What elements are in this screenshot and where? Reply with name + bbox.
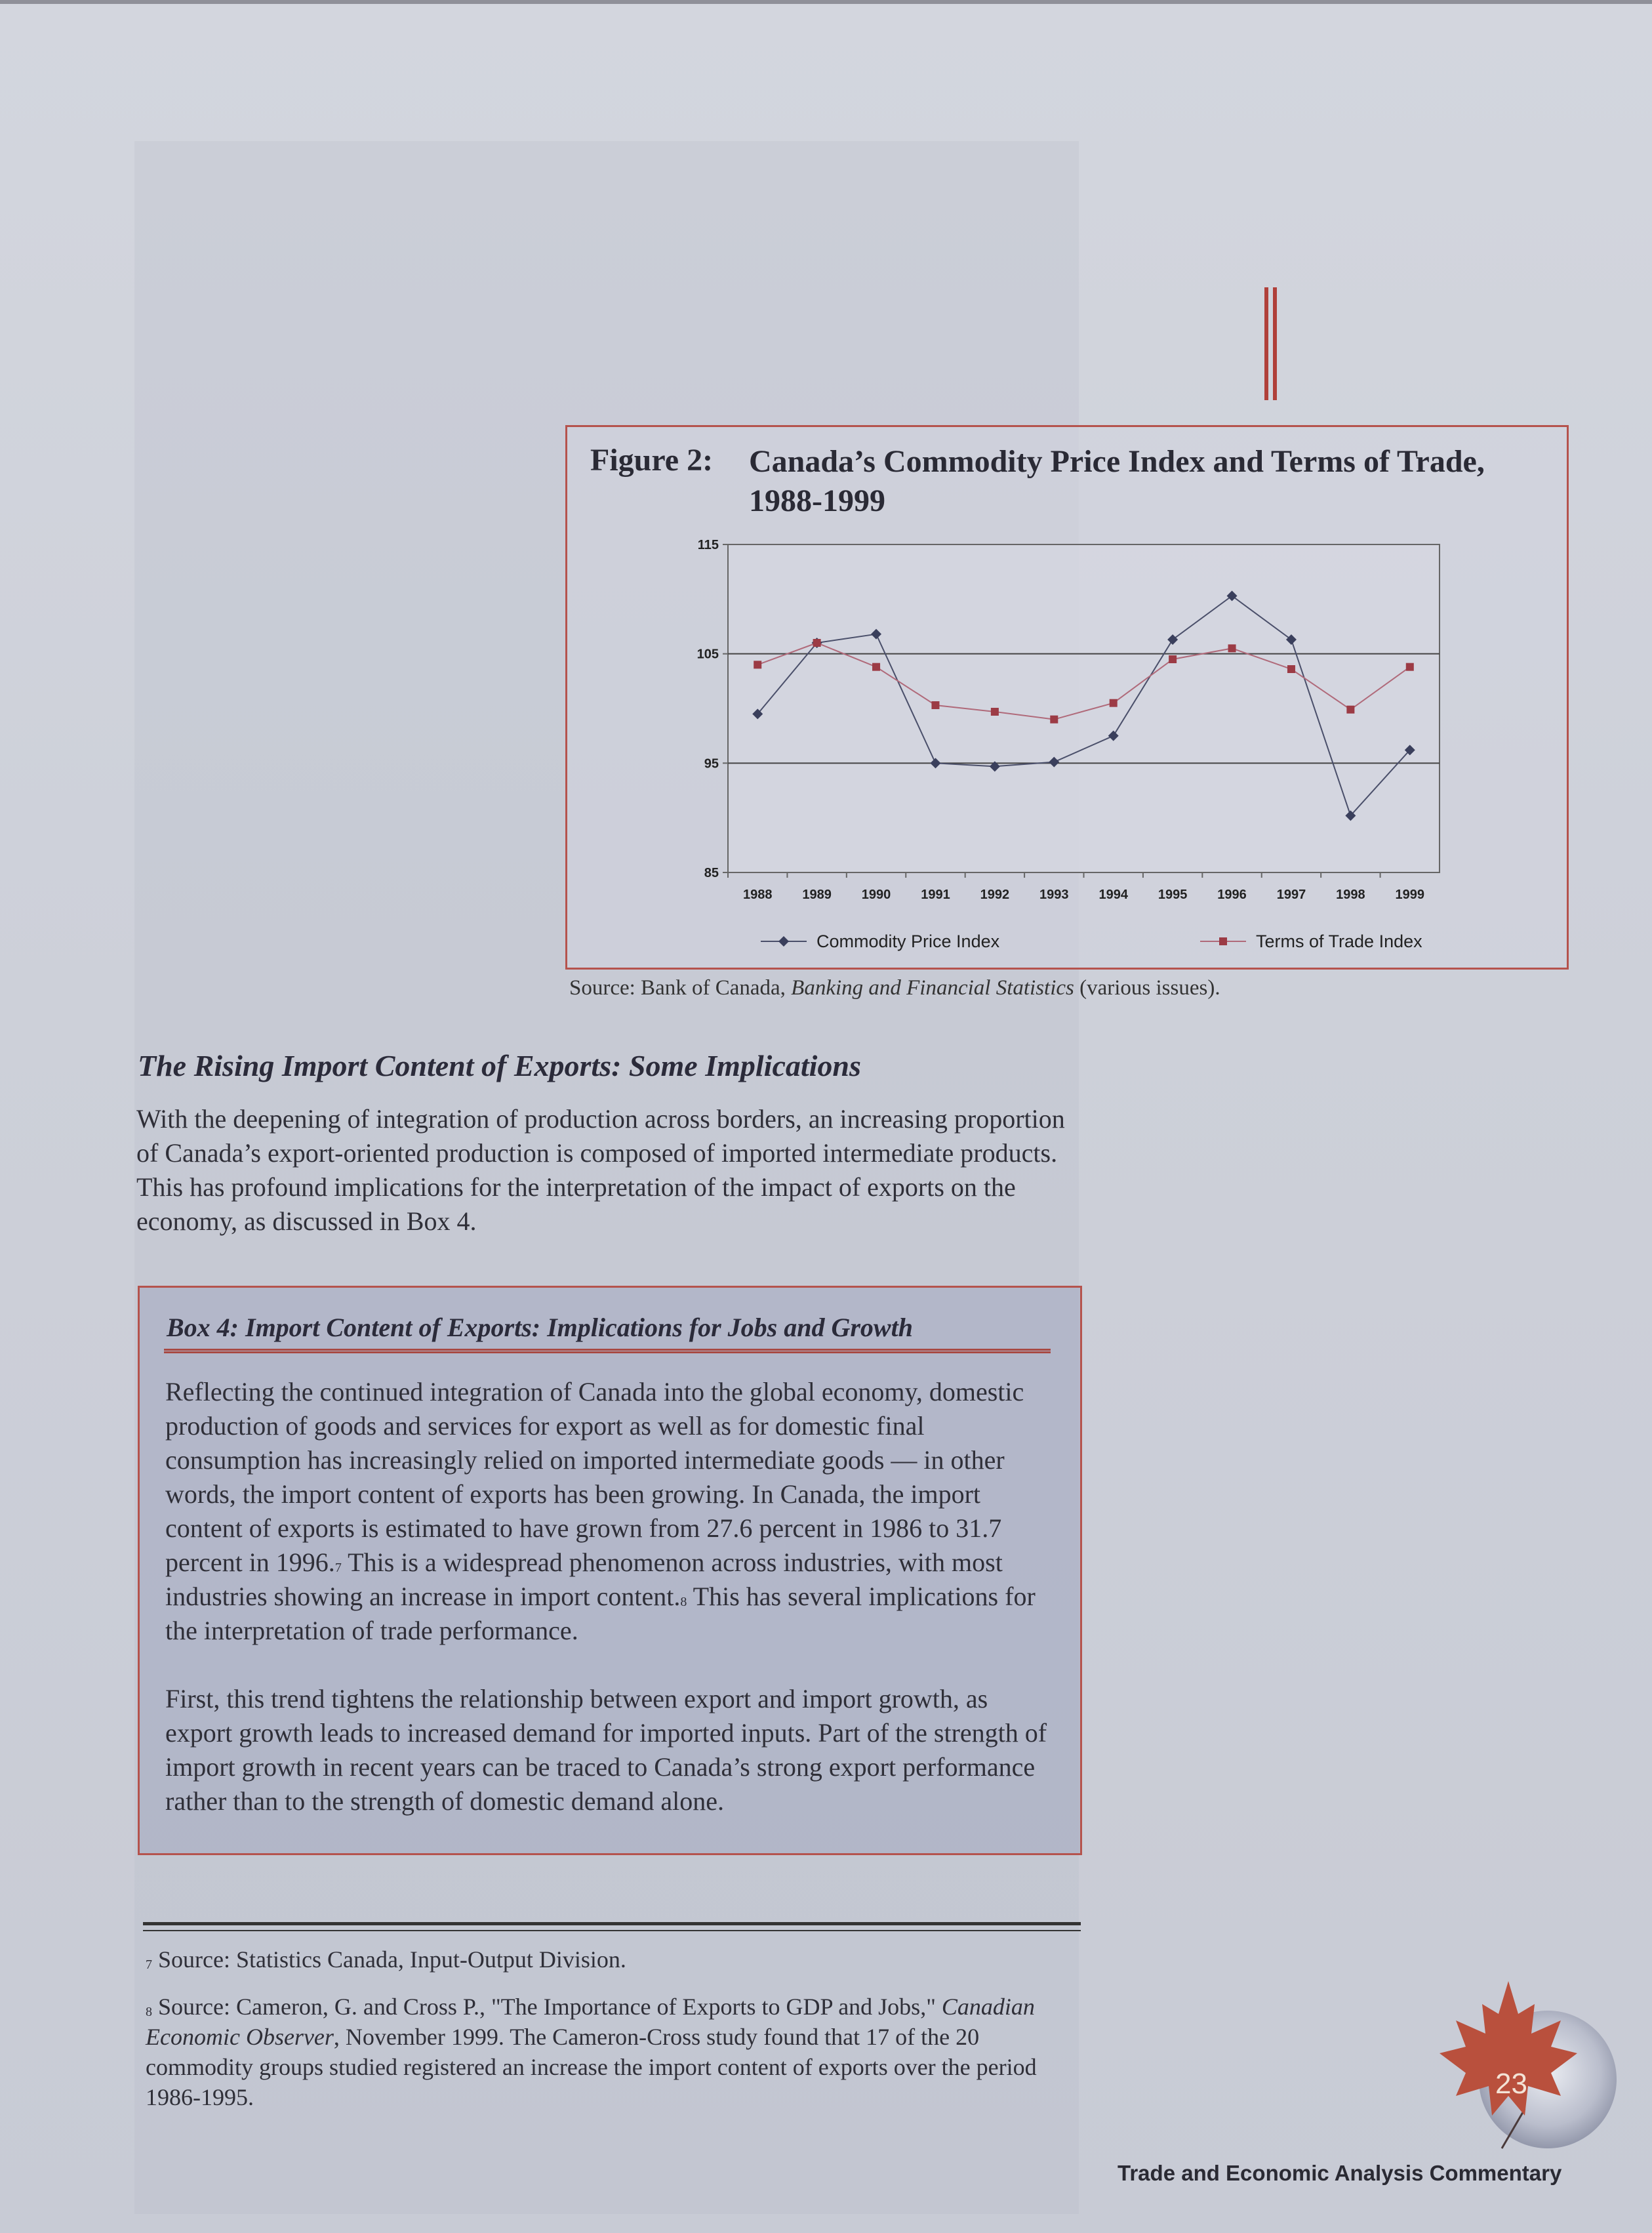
footnote-rule — [143, 1922, 1081, 1931]
footnote-8-text-b: , November 1999. The Cameron-Cross study found that 17 of the 20 commodity groups studied registered an increase the import content of exports over the period 1986-1995. — [146, 2024, 1037, 2110]
box4-title: Box 4: Import Content of Exports: Implications for Jobs and Growth — [167, 1313, 913, 1342]
y-tick-label: 95 — [704, 756, 719, 771]
box4-paragraph-1 — [165, 1375, 1057, 1648]
footnote-7-text: Source: Statistics Canada, Input-Output Division. — [152, 1946, 626, 1973]
y-tick-label: 85 — [704, 866, 719, 880]
source-suffix: (various issues). — [1074, 976, 1220, 1000]
data-point-square — [872, 663, 880, 671]
x-tick-label: 1991 — [921, 888, 950, 902]
top-edge-line — [0, 0, 1652, 4]
data-point-square — [813, 639, 821, 647]
x-tick-label: 1997 — [1276, 888, 1306, 902]
red-accent-bars — [1264, 287, 1279, 400]
data-point-square — [1346, 706, 1354, 714]
legend-label: Terms of Trade Index — [1256, 932, 1422, 951]
chart-svg — [682, 531, 1469, 958]
footnote-7 — [146, 1944, 1077, 1975]
data-point-square — [931, 701, 939, 709]
figure-label: Figure 2: — [590, 443, 714, 478]
footnote-8 — [146, 1992, 1077, 2112]
data-point-square — [1169, 655, 1177, 663]
box4-p1-text-c: This has several implications for the interpretation of trade performance. — [165, 1582, 1036, 1645]
x-tick-label: 1989 — [802, 888, 832, 902]
y-tick-label: 105 — [696, 647, 719, 662]
source-title: Banking and Financial Statistics — [791, 976, 1074, 1000]
legend-marker — [778, 936, 789, 947]
data-point-square — [991, 708, 999, 716]
x-tick-label: 1993 — [1039, 888, 1069, 902]
data-point-square — [1406, 663, 1414, 671]
figure-source — [569, 976, 1220, 1000]
legend-marker — [1219, 937, 1227, 945]
data-point-square — [1287, 665, 1295, 673]
box4-paragraph-2: First, this trend tightens the relationship between export and import growth, as export growth leads to increased demand for imported inputs. Part of the strength of import growth in recent years can be traced to Canada’s strong export performance rather than to the strength of domestic demand alone. — [165, 1684, 1047, 1816]
footnote-7-number: 7 — [146, 1957, 152, 1972]
publication-name: Trade and Economic Analysis Commentary — [1118, 2161, 1562, 2185]
footnote-8-number: 8 — [146, 2005, 152, 2019]
y-tick-label: 115 — [697, 538, 719, 552]
section-paragraph: With the deepening of integration of production across borders, an increasing proportion of Canada’s export-oriented production is composed of imported intermediate products. This has profound implications for the interpretation of the impact of exports on the economy, as discussed in Box 4. — [136, 1104, 1065, 1236]
x-tick-label: 1988 — [742, 888, 773, 902]
footnote-8-text-a: Source: Cameron, G. and Cross P., "The Importance of Exports to GDP and Jobs," — [152, 1994, 942, 2020]
source-prefix: Source: Bank of Canada, — [569, 976, 792, 1000]
maple-leaf-globe-icon — [1410, 1975, 1626, 2152]
footnote-ref-7[interactable]: 7 — [334, 1561, 342, 1575]
data-point-square — [754, 661, 761, 668]
section-heading: The Rising Import Content of Exports: Some Implications — [138, 1049, 861, 1082]
x-tick-label: 1992 — [980, 888, 1010, 902]
box4-title-rule — [164, 1349, 1051, 1353]
page-number: 23 — [1495, 2068, 1527, 2100]
x-tick-label: 1995 — [1158, 888, 1188, 902]
x-tick-label: 1994 — [1098, 888, 1128, 902]
footnote-8-journal: Canadian Economic Observer — [146, 1994, 1035, 2050]
figure-title: Canada’s Commodity Price Index and Terms of Trade, 1988-1999 — [749, 444, 1485, 518]
footnote-ref-8[interactable]: 8 — [680, 1595, 687, 1609]
x-tick-label: 1998 — [1336, 888, 1365, 902]
x-tick-label: 1999 — [1395, 888, 1425, 902]
data-point-square — [1110, 699, 1118, 707]
box4-p1-text-a: Reflecting the continued integration of Canada into the global economy, domestic production of goods and services for export as well as for domestic final consumption has increasingly relied on imported intermediate goods — in other words, the import content of exports has been growing. In Canada, the import content of exports is estimated to have grown from 27.6 percent in 1986 to 31.7 percent in 1996. — [165, 1377, 1024, 1577]
x-tick-label: 1996 — [1217, 888, 1247, 902]
plot-area — [728, 544, 1440, 872]
legend-label: Commodity Price Index — [816, 932, 1000, 951]
data-point-square — [1228, 644, 1236, 652]
x-tick-label: 1990 — [861, 888, 891, 902]
box4-p1-text-b: This is a widespread phenomenon across industries, with most industries showing an increase in import content. — [165, 1547, 1003, 1611]
data-point-square — [1050, 716, 1058, 724]
line-chart — [682, 531, 1469, 958]
